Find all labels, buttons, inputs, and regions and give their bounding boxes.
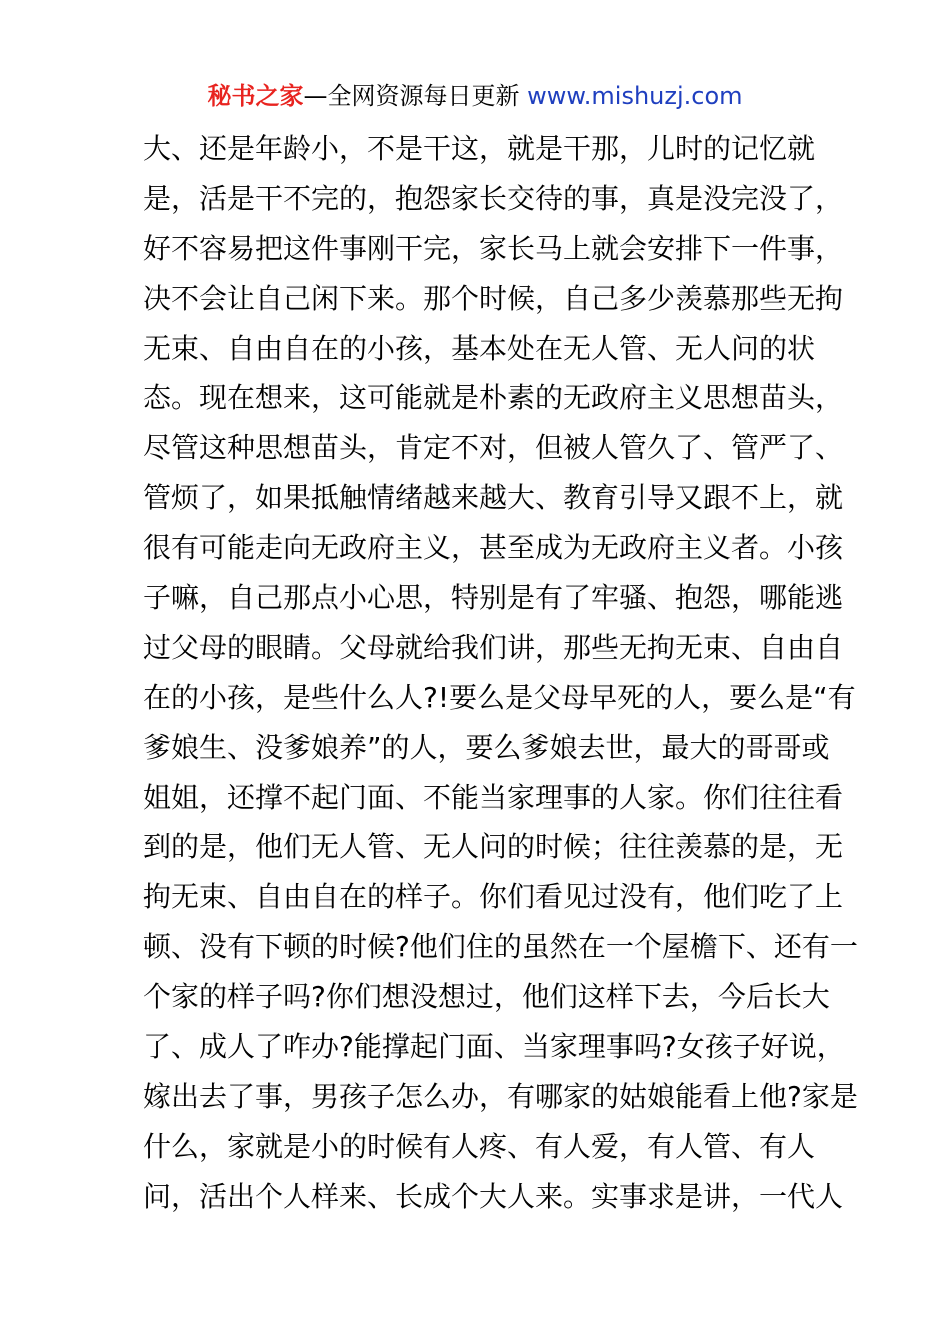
site-tagline: —全网资源每日更新 — [303, 82, 520, 110]
text-line: 很有可能走向无政府主义，甚至成为无政府主义者。小孩 — [143, 531, 844, 565]
text-line: 问，活出个人样来、长成个大人来。实事求是讲，一代人 — [143, 1179, 844, 1213]
page-header — [0, 80, 950, 112]
text-line: 尽管这种思想苗头，肯定不对，但被人管久了、管严了、 — [143, 431, 844, 465]
text-line: 爹娘生、没爹娘养”的人，要么爹娘去世，最大的哥哥或 — [143, 730, 830, 764]
text-line: 无束、自由自在的小孩，基本处在无人管、无人问的状 — [143, 331, 816, 365]
text-line: 嫁出去了事，男孩子怎么办，有哪家的姑娘能看上他?家是 — [143, 1079, 858, 1113]
text-line: 管烦了，如果抵触情绪越来越大、教育引导又跟不上，就 — [143, 481, 844, 515]
site-url: www.mishuzj.com — [527, 82, 743, 110]
text-line: 好不容易把这件事刚干完，家长马上就会安排下一件事， — [143, 231, 844, 265]
text-line: 大、还是年龄小，不是干这，就是干那，儿时的记忆就 — [143, 132, 816, 165]
text-line: 在的小孩，是些什么人?!要么是父母早死的人，要么是“有 — [143, 680, 856, 714]
text-line: 什么，家就是小的时候有人疼、有人爱，有人管、有人 — [143, 1129, 816, 1163]
text-line: 态。现在想来，这可能就是朴素的无政府主义思想苗头， — [143, 381, 844, 415]
document-body — [143, 124, 858, 1222]
text-line: 决不会让自己闲下来。那个时候，自己多少羡慕那些无拘 — [143, 281, 844, 315]
text-line: 是，活是干不完的，抱怨家长交待的事，真是没完没了， — [143, 181, 844, 215]
text-line: 个家的样子吗?你们想没想过，他们这样下去，今后长大 — [143, 980, 830, 1014]
text-line: 过父母的眼睛。父母就给我们讲，那些无拘无束、自由自 — [143, 630, 844, 664]
text-line: 顿、没有下顿的时候?他们住的虽然在一个屋檐下、还有一 — [143, 930, 858, 964]
text-line: 到的是，他们无人管、无人问的时候；往往羡慕的是，无 — [143, 830, 844, 864]
site-brand: 秘书之家 — [207, 82, 304, 110]
text-line: 子嘛，自己那点小心思，特别是有了牢骚、抱怨，哪能逃 — [143, 581, 844, 615]
text-line: 了、成人了咋办?能撑起门面、当家理事吗?女孩子好说， — [143, 1030, 845, 1064]
text-line: 姐姐，还撑不起门面、不能当家理事的人家。你们往往看 — [143, 780, 844, 814]
text-line: 拘无束、自由自在的样子。你们看见过没有，他们吃了上 — [143, 880, 844, 914]
